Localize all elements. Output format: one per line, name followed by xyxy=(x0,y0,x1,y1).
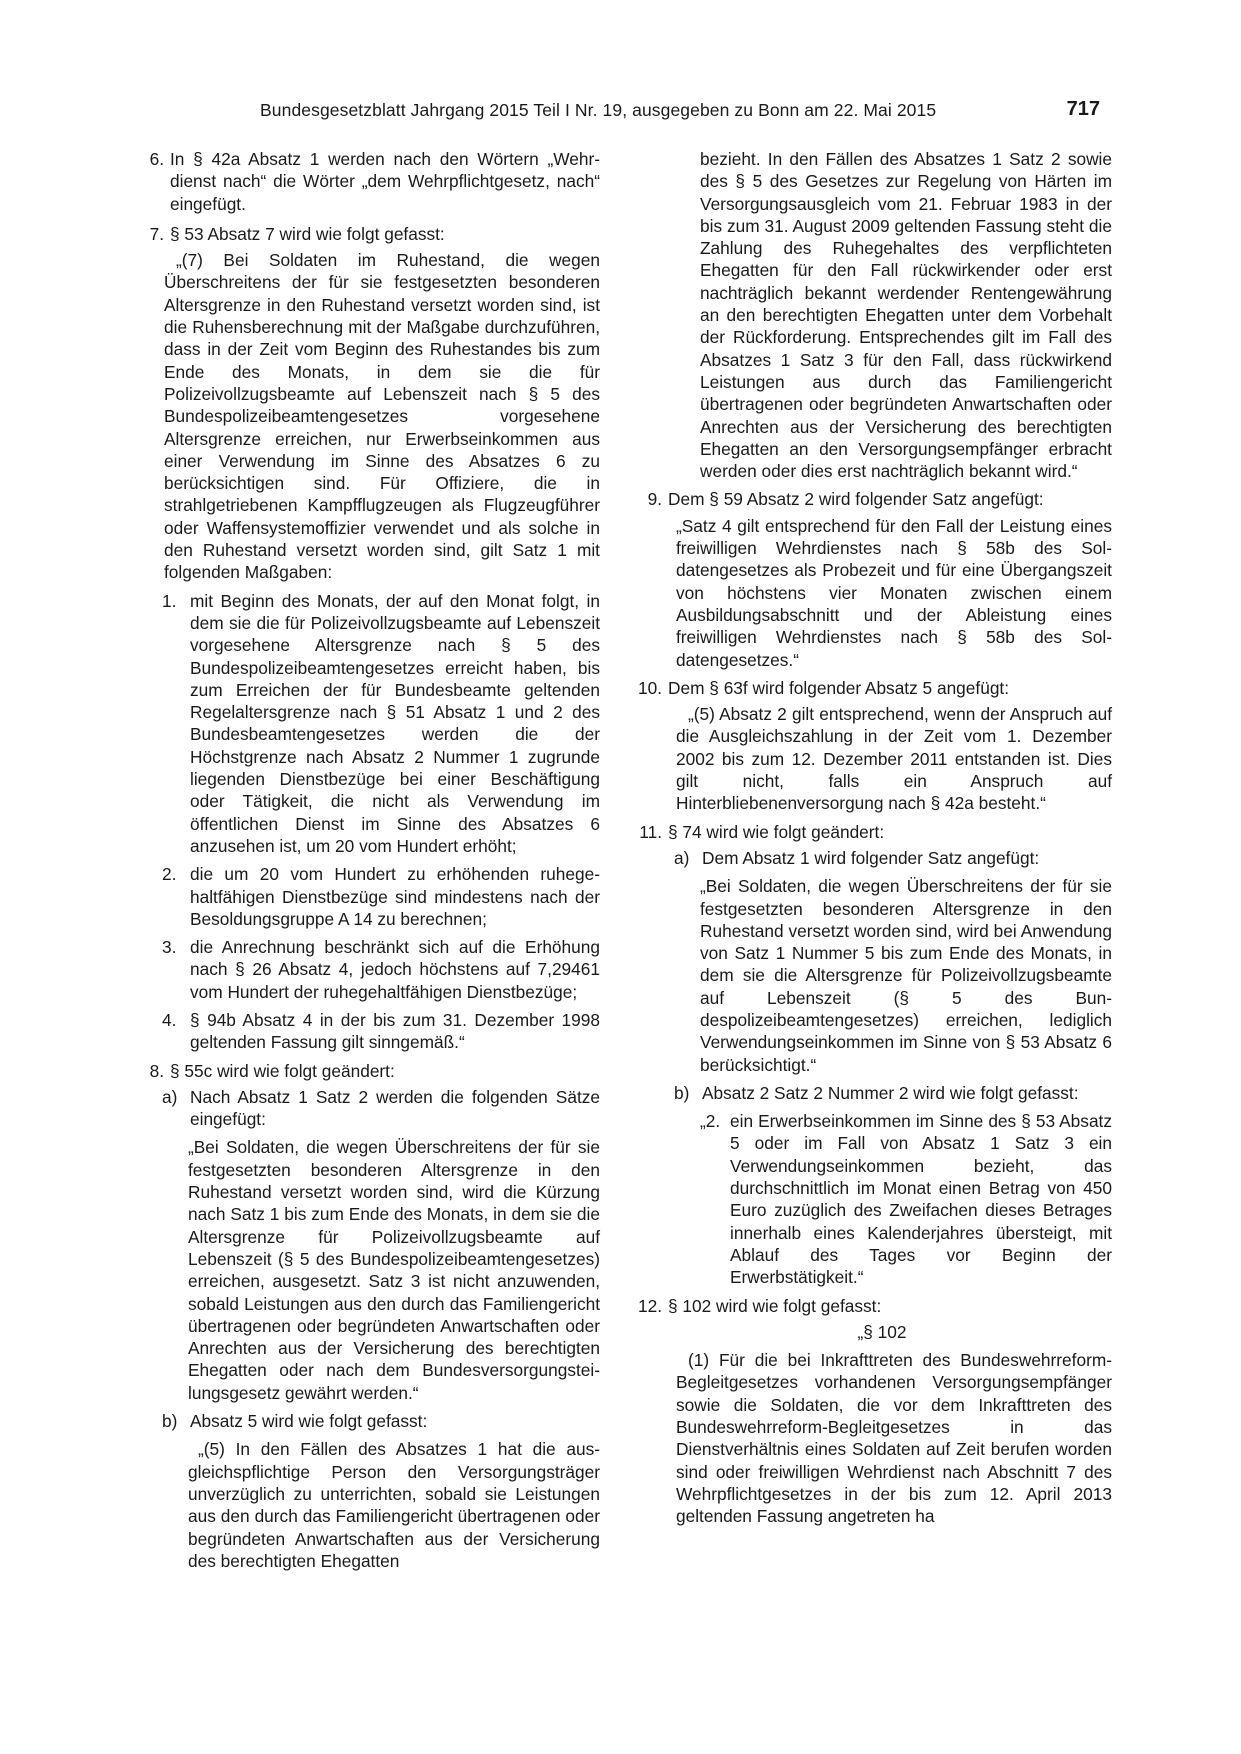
sub-text: § 94b Absatz 4 in der bis zum 31. Dezember 1998 geltenden Fassung gilt sinngemäß.“ xyxy=(190,1009,600,1053)
sub-item-11b xyxy=(674,1082,1112,1104)
sub-item-8b xyxy=(162,1410,600,1432)
quoted-amendment-8b-continued xyxy=(700,148,1112,482)
list-item-10 xyxy=(637,677,1112,699)
sub-number: a) xyxy=(162,1086,178,1107)
page-number: 717 xyxy=(1066,98,1100,120)
quoted-amendment-11a xyxy=(700,875,1112,1076)
item-text: Dem § 59 Absatz 2 wird folgender Satz angefügt: xyxy=(668,489,1044,510)
sub-item-1 xyxy=(162,590,600,858)
quoted-amendment-9 xyxy=(652,515,1112,671)
list-item-12 xyxy=(637,1295,1112,1317)
sub-text: Absatz 2 Satz 2 Nummer 2 wird wie folgt gefasst: xyxy=(702,1082,1079,1103)
sub-number: b) xyxy=(674,1082,690,1103)
sub-text: mit Beginn des Monats, der auf den Monat folgt, in dem sie die für Polizeivollzugsbeamte auf Lebenszeit vorgesehene Altersgrenze nach § 5 des Bundespolizeibeamtengesetzes erreicht haben, bis zum Erreichen der für Bundesbeamte geltenden Regelaltersgrenze nach § 51 Absatz 1 und 2 des Bundesbeamtengesetzes werden die der Höchstgrenze nach Absatz 2 Nummer 1 zugrunde liegenden Dienstbezüge bei einer Beschäftigung oder Tätigkeit, die nicht als Verwendung im öffentlichen Dienst im Sinne des Absatzes 6 anzusehen ist, um 20 vom Hundert erhöht; xyxy=(190,590,600,856)
item-text: § 74 wird wie folgt geändert: xyxy=(668,821,885,842)
item-text: Dem § 63f wird folgender Absatz 5 angefügt: xyxy=(668,677,1010,698)
quoted-amendment-8b xyxy=(188,1438,600,1572)
section-heading: „§ 102 xyxy=(857,1321,907,1342)
quote-number: „2. xyxy=(700,1111,721,1132)
quoted-amendment-8a xyxy=(188,1136,600,1404)
section-paragraph: (1) Für die bei Inkrafttreten des Bundeswehrreform-Begleitgesetzes vorhandenen Versorgungsempfänger sowie die Soldaten, die vor dem Inkrafttreten des Bundeswehrreform-Begleitgesetzes in das Dienstverhältnis eines Soldaten auf Zeit berufen worden sind oder freiwilligen Wehrdienst nach Abschnitt 7 des Wehrpflichtgesetzes in der bis zum 12. April 2013 geltenden Fassung angetreten ha xyxy=(676,1350,1112,1527)
sub-item-2 xyxy=(162,863,600,930)
page-header xyxy=(140,98,1100,128)
quote-text: ein Erwerbseinkommen im Sinne des § 53 Absatz 5 oder im Fall von Absatz 1 Satz 3 ein Verwendungseinkommen bezieht, das durchschnittlich im Monat einen Betrag von 450 Euro zuzüglich des Zweifachen dieses Betrages innerhalb eines Kalenderjahres übersteigt, mit Ablauf des Tages vor Beginn der Erwerbstätigkeit.“ xyxy=(730,1111,1112,1288)
quote-text: bezieht. In den Fällen des Absatzes 1 Satz 2 sowie des § 5 des Gesetzes zur Regelung von Härten im Versorgungsausgleich vom 21. Februar 1983 in der bis zum 31. August 2009 geltenden Fassung steht die Zahlung des Ruhegehaltes des verpflichteten Ehegatten für den Fall rückwirkender oder erst nachträglich bekannt werdender Rentengewährung an den berechtigten Ehegatten unter dem Vorbehalt der Rückforderung. Entsprechendes gilt im Fall des Absatzes 1 Satz 3 für den Fall, dass rückwirkend Leistungen aus durch das Familiengericht übertragenen oder begründeten Anwartschaften oder Anrechten aus der Versicherung des berechtigten Ehegatten an den Versorgungsempfänger erbracht werden oder dies erst nachträglich bekannt wird.“ xyxy=(700,149,1112,482)
right-column xyxy=(637,148,1112,1528)
quote-text: „Bei Soldaten, die wegen Überschreitens der für sie festgesetzten besonderen Altersgrenze in den Ruhestand versetzt worden sind, wird die Kürzung nach Satz 1 bis zum Ende des Monats, in dem sie die Altersgrenze für Polizeivollzugsbeamte auf Lebenszeit (§ 5 des Bundespolizeibeamtengesetzes) erreichen, ausgesetzt. Satz 3 ist nicht anzuwenden, sobald Leistungen aus den durch das Familiengericht übertragenen oder begründeten Anwartschaften oder Anrechten aus der Versicherung des berechtigten Ehegatten oder nach dem Bundesversorgungsteilungsgesetz gewährt werden.“ xyxy=(188,1137,600,1403)
running-header: Bundesgesetzblatt Jahrgang 2015 Teil I Nr. 19, ausgegeben zu Bonn am 22. Mai 2015 xyxy=(260,100,937,120)
sub-text: Dem Absatz 1 wird folgender Satz angefügt: xyxy=(702,847,1040,868)
sub-text: Nach Absatz 1 Satz 2 werden die folgenden Sätze eingefügt: xyxy=(190,1086,600,1130)
quoted-amendment-10 xyxy=(652,703,1112,814)
sub-item-4 xyxy=(162,1009,600,1054)
item-text: § 55c wird wie folgt geändert: xyxy=(170,1060,395,1081)
sub-number: 3. xyxy=(162,937,177,958)
sub-text: Absatz 5 wird wie folgt gefasst: xyxy=(190,1411,428,1432)
quote-text: „Satz 4 gilt entsprechend für den Fall der Leistung eines freiwilligen Wehrdienstes nach § 58b des Soldatengesetzes als Probezeit und für eine Übergangszeit von höchstens vier Monaten zwischen einem Ausbildungsabschnitt und der Ableistung eines freiwilligen Wehrdienstes nach § 58b des Soldatengesetzes.“ xyxy=(676,515,1112,670)
sub-number: 2. xyxy=(162,864,177,885)
list-item-6 xyxy=(140,148,600,215)
sub-number: a) xyxy=(674,847,690,868)
list-item-8 xyxy=(140,1060,600,1082)
item-text: § 102 wird wie folgt gefasst: xyxy=(668,1295,882,1316)
sub-item-3 xyxy=(162,936,600,1003)
quoted-amendment xyxy=(140,249,600,583)
quote-text: „(7) Bei Soldaten im Ruhestand, die wegen Überschreitens der für sie festgesetzten besonderen Altersgrenze in den Ruhestand versetzt worden sind, ist die Ruhensberechnung mit der Maßgabe durchzuführen, dass in der Zeit vom Beginn des Ruhestandes bis zum Ende des Monats, in dem sie die für Polizeivollzugsbeamte auf Lebenszeit nach § 5 des Bundespolizeibeamtengesetzes vorgesehene Altersgrenze erreichen, nur Erwerbseinkommen aus einer Verwendung im Sinne des Absatzes 6 zu berücksichtigen sind. Für Offiziere, die in strahlgetriebenen Kampfflugzeugen als Flugzeugführer oder Waffensystemoffizier verwendet und als solche in den Ruhestand versetzt worden sind, gilt Satz 1 mit folgenden Maßgaben: xyxy=(164,250,600,583)
sub-text: die Anrechnung beschränkt sich auf die Erhöhung nach § 26 Absatz 4, jedoch höchstens auf 7,29461 vom Hundert der ruhegehaltfähigen Dienstbezüge; xyxy=(190,937,600,1002)
sub-number: b) xyxy=(162,1411,178,1432)
sub-item-8a xyxy=(162,1086,600,1131)
sub-item-11a xyxy=(674,847,1112,869)
quote-text: „Bei Soldaten, die wegen Überschreitens der für sie festgesetzten besonderen Altersgrenze in den Ruhestand versetzt worden sind, wird bei Anwendung von Satz 1 Nummer 5 bis zum Ende des Monats, in dem sie die Altersgrenze für Polizeivollzugsbeamte auf Lebenszeit (§ 5 des Bundespolizeibeamtengesetzes) erreichen, lediglich Verwendungseinkommen im Sinne von § 53 Absatz 6 berücksichtigt.“ xyxy=(700,876,1112,1075)
item-text: § 53 Absatz 7 wird wie folgt gefasst: xyxy=(170,223,445,244)
sub-number: 4. xyxy=(162,1009,177,1030)
item-number: 12. xyxy=(637,1295,662,1316)
sub-number: 1. xyxy=(162,590,177,611)
quote-text: „(5) In den Fällen des Absatzes 1 hat die ausgleichspflichtige Person den Versorgungsträger unverzüglich zu unterrichten, sobald sie Leistungen aus den durch das Familiengericht übertragenen oder begründeten Anwartschaften aus der Versicherung des berechtigten Ehegatten xyxy=(188,1439,600,1571)
item-text: In § 42a Absatz 1 werden nach den Wörtern „Wehrdienst nach“ die Wörter „dem Wehrpflichtgesetz, nach“ eingefügt. xyxy=(170,149,600,214)
list-item-9 xyxy=(647,488,1112,510)
item-number: 9. xyxy=(647,489,662,510)
list-item-11 xyxy=(639,821,1112,843)
item-number: 10. xyxy=(637,677,662,698)
quote-text: „(5) Absatz 2 gilt entsprechend, wenn der Anspruch auf die Ausgleichszahlung in der Zeit vom 1. Dezember 2002 bis zum 12. Dezember 2011 entstanden ist. Dies gilt nicht, falls ein Anspruch auf Hinterbliebenenversorgung nach § 42a besteht.“ xyxy=(676,704,1112,814)
item-number: 11. xyxy=(639,821,662,842)
list-item-7 xyxy=(140,223,600,245)
left-column xyxy=(140,148,600,1578)
sub-text: die um 20 vom Hundert zu erhöhenden ruhegehaltfähigen Dienstbezüge sind mindestens nach der Besoldungsgruppe A 14 zu berechnen; xyxy=(190,864,600,929)
item-number: 6. xyxy=(149,149,164,169)
item-number: 8. xyxy=(149,1060,164,1081)
quoted-amendment-11b xyxy=(700,1110,1112,1288)
item-number: 7. xyxy=(149,223,164,244)
